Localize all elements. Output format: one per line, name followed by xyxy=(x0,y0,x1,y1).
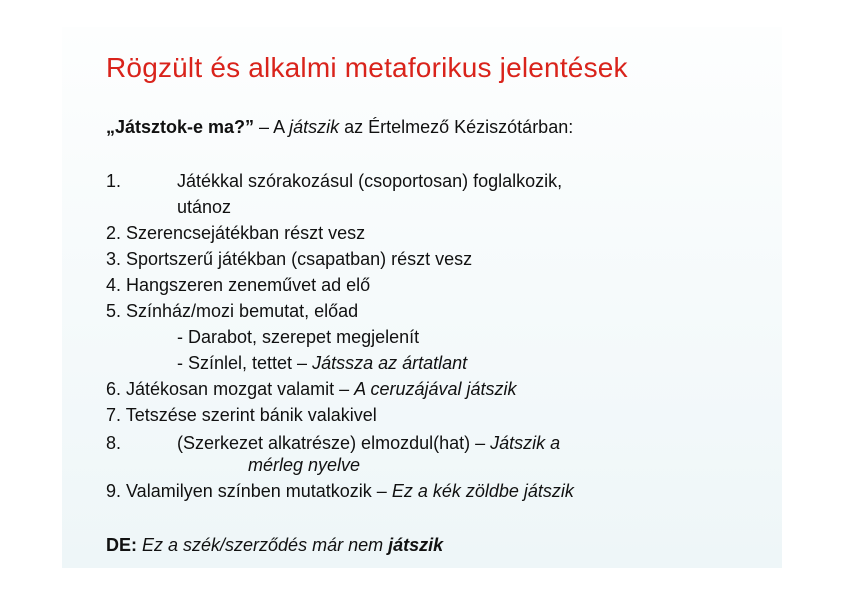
item-9-example: Ez a kék zöldbe játszik xyxy=(391,481,574,501)
item-9-text: 9. Valamilyen színben mutatkozik – xyxy=(106,481,392,501)
item-5a: - Darabot, szerepet megjelenít xyxy=(177,327,420,347)
item-5b xyxy=(177,352,467,374)
item-1-text: Játékkal szórakozásul (csoportosan) foglalkozik, xyxy=(177,171,563,191)
item-8-example-cont: mérleg nyelve xyxy=(248,455,361,475)
subtitle-question: „Játsztok-e ma?” xyxy=(106,117,255,137)
item-1-continuation: utánoz xyxy=(177,197,232,217)
item-6-example: A ceruzájával játszik xyxy=(354,379,517,399)
slide-title: Rögzült és alkalmi metaforikus jelentések xyxy=(106,52,628,83)
item-5: 5. Színház/mozi bemutat, előad xyxy=(106,301,359,321)
subtitle-dash: – A xyxy=(254,117,290,137)
item-6-text: 6. Játékosan mozgat valamit – xyxy=(106,379,355,399)
footer-example: Ez a szék/szerződés már nem xyxy=(137,535,389,555)
item-5b-example: Játssza az ártatlant xyxy=(312,353,468,373)
item-8-example: Játszik a xyxy=(490,433,561,453)
item-8-number: 8. xyxy=(106,433,122,453)
item-6 xyxy=(106,378,517,400)
subtitle-word: játszik xyxy=(289,117,340,137)
item-7: 7. Tetszése szerint bánik valakivel xyxy=(106,405,377,425)
item-8 xyxy=(177,432,560,454)
subtitle-rest: az Értelmező Kéziszótárban: xyxy=(339,117,574,137)
footer-line xyxy=(106,534,443,556)
footer-word: játszik xyxy=(388,535,444,555)
item-4: 4. Hangszeren zeneművet ad elő xyxy=(106,275,371,295)
item-1-number: 1. xyxy=(106,171,122,191)
footer-label: DE: xyxy=(106,535,137,555)
item-2: 2. Szerencsejátékban részt vesz xyxy=(106,223,366,243)
item-5b-text: - Színlel, tettet – xyxy=(177,353,313,373)
item-8-text: (Szerkezet alkatrésze) elmozdul(hat) – xyxy=(177,433,491,453)
item-9 xyxy=(106,480,574,502)
item-3: 3. Sportszerű játékban (csapatban) részt vesz xyxy=(106,249,473,269)
subtitle-line xyxy=(106,116,573,138)
